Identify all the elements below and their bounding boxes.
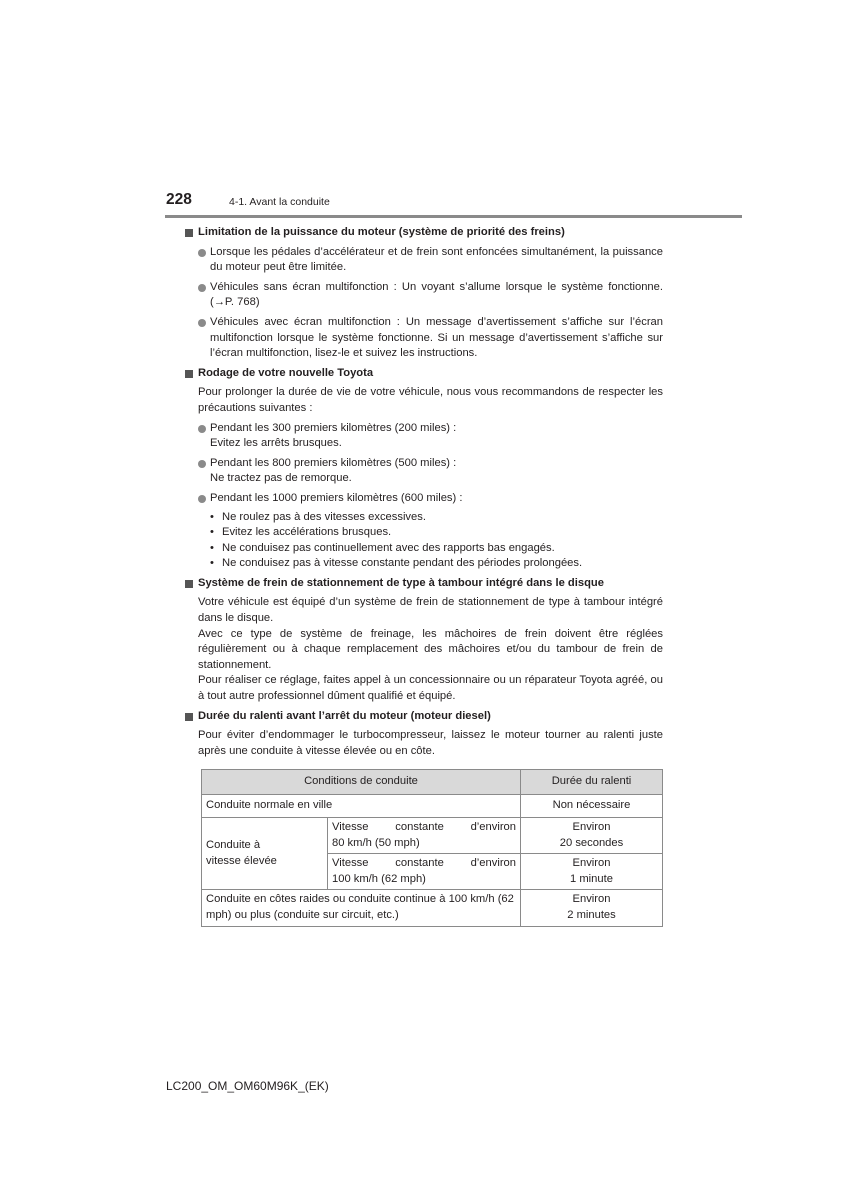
table-header-row	[202, 770, 663, 795]
table-row	[202, 795, 663, 818]
table-cell: Conduite normale en ville	[202, 795, 521, 818]
list-item: Pendant les 300 premiers kilomètres (200 miles) :	[210, 421, 457, 434]
list-item-detail: Evitez les arrêts brusques.	[210, 437, 342, 450]
sub-list-item: Ne conduisez pas continuellement avec des rapports bas engagés.	[222, 541, 555, 554]
sub-list-item: Ne conduisez pas à vitesse constante pendant des périodes prolongées.	[222, 557, 583, 570]
idle-time-table	[201, 769, 663, 927]
dot-bullet-icon: •	[210, 526, 214, 539]
paragraph: Pour réaliser ce réglage, faites appel à un concessionnaire ou un réparateur Toyota agréé, ou à tout autre professionnel dûment qualifié et équipé.	[198, 674, 663, 703]
heading: Système de frein de stationnement de type à tambour intégré dans le disque	[198, 576, 604, 589]
list-item: Pendant les 800 premiers kilomètres (500 miles) :	[210, 456, 457, 469]
section-title: 4-1. Avant la conduite	[229, 196, 330, 208]
header-cell: Conditions de conduite	[202, 770, 521, 795]
list-item-detail: Ne tractez pas de remorque.	[210, 472, 352, 485]
page-content	[185, 225, 663, 763]
table-cell: Environ 2 minutes	[521, 890, 663, 926]
paragraph: Avec ce type de système de freinage, les mâchoires de frein doivent être réglées régulièrement ou à chaque remplacement des mâchoires et/ou du tambour de frein de stationnement.	[198, 627, 663, 671]
table-cell: Environ 1 minute	[521, 854, 663, 890]
heading: Durée du ralenti avant l’arrêt du moteur (moteur diesel)	[198, 709, 491, 722]
square-bullet-icon	[185, 713, 193, 721]
square-bullet-icon	[185, 370, 193, 378]
list-item: Véhicules sans écran multifonction : Un voyant s’allume lorsque le système fonctionne. (→P. 768)	[210, 280, 663, 309]
circle-bullet-icon	[198, 495, 206, 503]
circle-bullet-icon	[198, 249, 206, 257]
sub-list-item: Ne roulez pas à des vitesses excessives.	[222, 510, 426, 523]
list-item: Véhicules avec écran multifonction : Un message d’avertissement s’affiche sur l’écran multifonction lorsque le système fonctionne. Si un message d’avertissement s’affiche sur l’écran multifonction, lisez-le et suivez les instructions.	[210, 315, 663, 360]
circle-bullet-icon	[198, 284, 206, 292]
sub-list-item: Evitez les accélérations brusques.	[222, 526, 392, 539]
square-bullet-icon	[185, 229, 193, 237]
section-break-in	[185, 366, 663, 572]
paragraph: Pour éviter d’endommager le turbocompresseur, laissez le moteur tourner au ralenti juste après une conduite à vitesse élevée ou en côte.	[198, 729, 663, 757]
list-item: Lorsque les pédales d’accélérateur et de frein sont enfoncées simultanément, la puissance du moteur peut être limitée.	[210, 245, 663, 274]
table-cell: Vitesse constante d’environ 80 km/h (50 mph)	[328, 818, 521, 854]
dot-bullet-icon: •	[210, 541, 214, 554]
table-cell: Non nécessaire	[521, 795, 663, 818]
table-cell: Conduite en côtes raides ou conduite continue à 100 km/h (62 mph) ou plus (conduite sur circuit, etc.)	[202, 890, 521, 926]
circle-bullet-icon	[198, 319, 206, 327]
document-code: LC200_OM_OM60M96K_(EK)	[166, 1079, 329, 1093]
table-row	[202, 818, 663, 854]
page-number: 228	[166, 191, 192, 208]
section-idle-time	[185, 709, 663, 760]
list-item: Pendant les 1000 premiers kilomètres (600 miles) :	[210, 491, 463, 504]
paragraph: Votre véhicule est équipé d’un système de frein de stationnement de type à tambour intégré dans le disque.	[198, 596, 663, 625]
header-rule	[165, 215, 742, 218]
header-cell: Durée du ralenti	[521, 770, 663, 795]
heading: Limitation de la puissance du moteur (système de priorité des freins)	[198, 226, 565, 238]
section-engine-power-limitation	[185, 225, 663, 362]
table-cell: Conduite à vitesse élevée	[202, 818, 328, 890]
dot-bullet-icon: •	[210, 557, 214, 570]
square-bullet-icon	[185, 580, 193, 588]
paragraph: Pour prolonger la durée de vie de votre véhicule, nous vous recommandons de respecter les précautions suivantes :	[198, 386, 663, 414]
table-cell: Environ 20 secondes	[521, 818, 663, 854]
section-parking-brake	[185, 576, 663, 705]
dot-bullet-icon: •	[210, 510, 214, 523]
table-cell: Vitesse constante d’environ 100 km/h (62 mph)	[328, 854, 521, 890]
heading: Rodage de votre nouvelle Toyota	[198, 366, 374, 379]
circle-bullet-icon	[198, 460, 206, 468]
circle-bullet-icon	[198, 425, 206, 433]
table-row	[202, 890, 663, 926]
